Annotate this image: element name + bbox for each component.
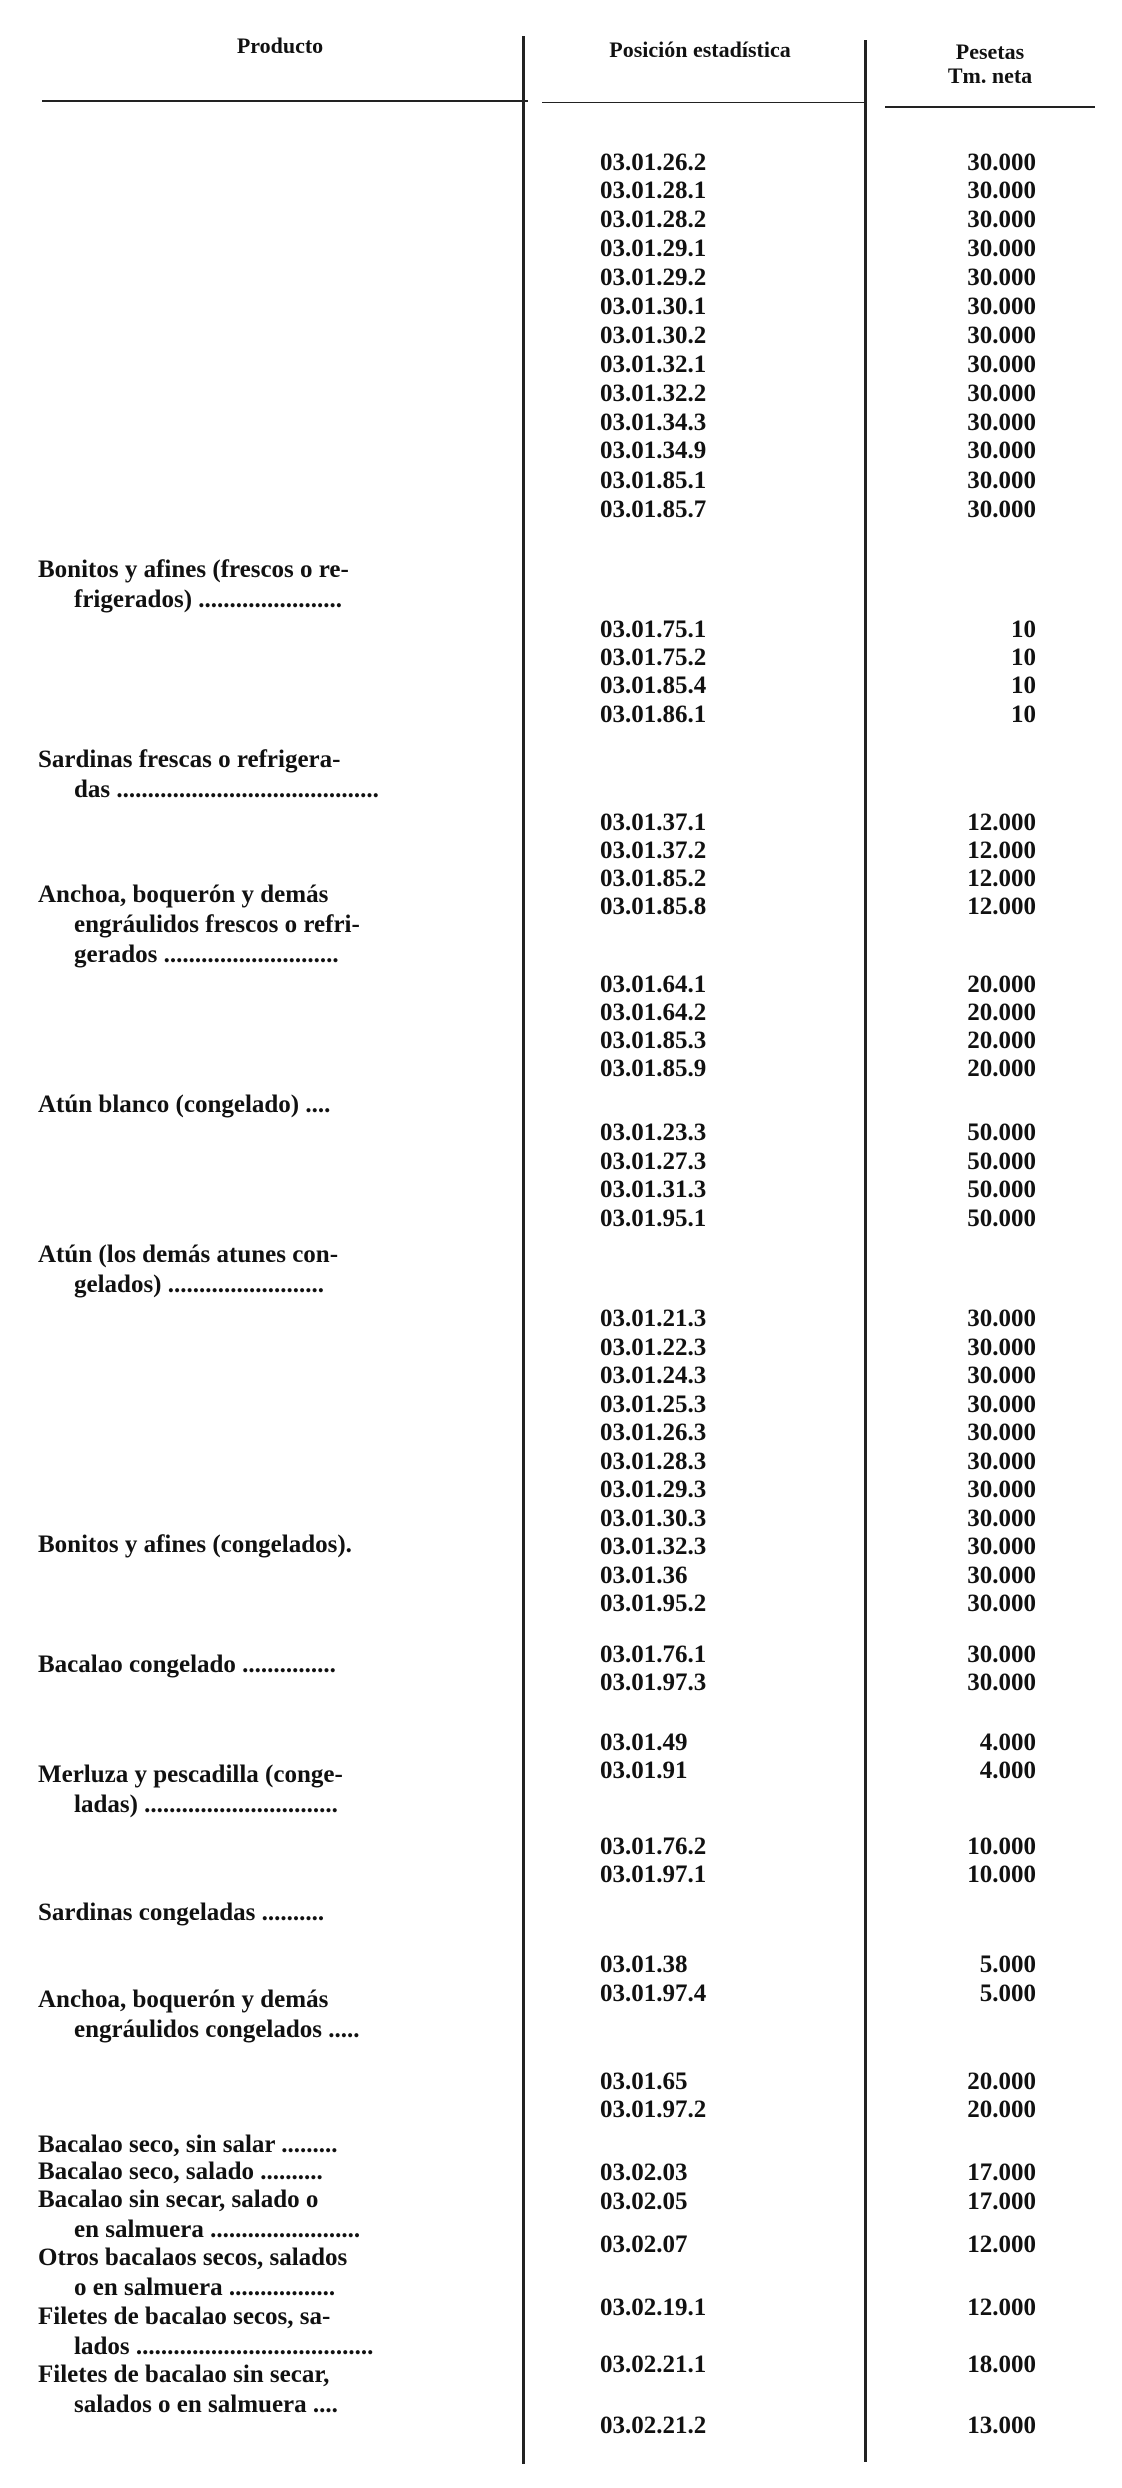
statistical-position-code: 03.01.65 (600, 2068, 688, 2095)
pesetas-value: 30.000 (967, 1362, 1036, 1389)
pesetas-value: 10 (1011, 644, 1036, 671)
pesetas-value: 50.000 (967, 1119, 1036, 1146)
product-label (38, 2157, 514, 2187)
statistical-position-code: 03.01.91 (600, 1757, 688, 1784)
product-label (38, 555, 514, 615)
pesetas-value: 30.000 (967, 1505, 1036, 1532)
statistical-position-code: 03.01.22.3 (600, 1334, 707, 1361)
pesetas-value: 30.000 (967, 1590, 1036, 1617)
product-label-line: Sardinas frescas o refrigera- (38, 746, 341, 773)
product-label-line: Bacalao seco, sin salar ......... (38, 2131, 338, 2158)
pesetas-value: 12.000 (967, 2231, 1036, 2258)
pesetas-value: 30.000 (967, 496, 1036, 523)
statistical-position-code: 03.01.95.1 (600, 1205, 707, 1232)
product-label (38, 2130, 514, 2160)
product-label (38, 2302, 514, 2362)
statistical-position-code: 03.01.29.1 (600, 235, 707, 262)
product-label (38, 1090, 514, 1120)
statistical-position-code: 03.01.30.3 (600, 1505, 707, 1532)
pesetas-value: 17.000 (967, 2159, 1036, 2186)
header-pesetas-line1: Pesetas (955, 39, 1025, 64)
pesetas-value: 30.000 (967, 380, 1036, 407)
product-label-line: Anchoa, boquerón y demás (38, 1986, 329, 2013)
statistical-position-code: 03.01.49 (600, 1729, 688, 1756)
statistical-position-code: 03.01.76.1 (600, 1641, 707, 1668)
product-label-line: Atún blanco (congelado) .... (38, 1091, 331, 1118)
statistical-position-code: 03.01.34.9 (600, 437, 707, 464)
pesetas-value: 20.000 (967, 971, 1036, 998)
statistical-position-code: 03.01.64.1 (600, 971, 707, 998)
statistical-position-code: 03.01.85.3 (600, 1027, 707, 1054)
statistical-position-code: 03.01.29.2 (600, 264, 707, 291)
product-label-line: Bacalao sin secar, salado o (38, 2186, 319, 2213)
product-label-line: Bacalao congelado ............... (38, 1651, 336, 1678)
pesetas-value: 4.000 (979, 1757, 1036, 1784)
product-label-line: das .......................................... (74, 776, 379, 803)
statistical-position-code: 03.01.30.2 (600, 322, 707, 349)
product-label-line: o en salmuera ................. (74, 2274, 336, 2301)
statistical-position-code: 03.01.97.2 (600, 2096, 707, 2123)
statistical-position-code: 03.01.24.3 (600, 1362, 707, 1389)
pesetas-value: 30.000 (967, 264, 1036, 291)
statistical-position-code: 03.01.97.1 (600, 1861, 707, 1888)
pesetas-value: 17.000 (967, 2188, 1036, 2215)
product-label-line: Bonitos y afines (congelados). (38, 1531, 352, 1558)
pesetas-value: 20.000 (967, 999, 1036, 1026)
statistical-position-code: 03.01.85.4 (600, 672, 707, 699)
pesetas-value: 10.000 (967, 1833, 1036, 1860)
product-label-line: Merluza y pescadilla (conge- (38, 1761, 343, 1788)
pesetas-value: 50.000 (967, 1176, 1036, 1203)
statistical-position-code: 03.01.85.8 (600, 893, 707, 920)
product-label (38, 1530, 514, 1560)
pesetas-value: 30.000 (967, 322, 1036, 349)
product-label (38, 2185, 514, 2245)
pesetas-value: 30.000 (967, 1305, 1036, 1332)
pesetas-value: 50.000 (967, 1205, 1036, 1232)
pesetas-value: 30.000 (967, 1476, 1036, 1503)
statistical-position-code: 03.01.85.2 (600, 865, 707, 892)
header-rule-producto (42, 100, 528, 102)
statistical-position-code: 03.01.27.3 (600, 1148, 707, 1175)
product-label-line: ladas) ............................... (74, 1791, 338, 1818)
statistical-position-code: 03.01.85.9 (600, 1055, 707, 1082)
pesetas-value: 5.000 (979, 1951, 1036, 1978)
product-label (38, 1898, 514, 1928)
pesetas-value: 12.000 (967, 893, 1036, 920)
product-label (38, 880, 514, 970)
statistical-position-code: 03.01.23.3 (600, 1119, 707, 1146)
statistical-position-code: 03.01.97.3 (600, 1669, 707, 1696)
product-label-line: Sardinas congeladas .......... (38, 1899, 325, 1926)
statistical-position-code: 03.01.95.2 (600, 1590, 707, 1617)
pesetas-value: 30.000 (967, 1391, 1036, 1418)
statistical-position-code: 03.01.37.1 (600, 809, 707, 836)
statistical-position-code: 03.01.21.3 (600, 1305, 707, 1332)
product-label-line: gelados) ......................... (74, 1271, 324, 1298)
pesetas-value: 18.000 (967, 2351, 1036, 2378)
product-label-line: Bacalao seco, salado .......... (38, 2158, 323, 2185)
product-label (38, 1760, 514, 1820)
product-label-line: Bonitos y afines (frescos o re- (38, 556, 349, 583)
statistical-position-code: 03.01.75.1 (600, 616, 707, 643)
pesetas-value: 30.000 (967, 177, 1036, 204)
pesetas-value: 13.000 (967, 2412, 1036, 2439)
product-label-line: Anchoa, boquerón y demás (38, 881, 329, 908)
header-producto: Producto (236, 33, 324, 58)
pesetas-value: 10 (1011, 701, 1036, 728)
header-posicion: Posición estadística (609, 37, 791, 62)
statistical-position-code: 03.02.05 (600, 2188, 688, 2215)
statistical-position-code: 03.02.07 (600, 2231, 688, 2258)
product-label-line: lados ...................................... (74, 2333, 374, 2360)
statistical-position-code: 03.01.30.1 (600, 293, 707, 320)
statistical-position-code: 03.01.32.3 (600, 1533, 707, 1560)
product-label-line: Filetes de bacalao secos, sa- (38, 2303, 331, 2330)
statistical-position-code: 03.01.26.3 (600, 1419, 707, 1446)
pesetas-value: 30.000 (967, 437, 1036, 464)
pesetas-value: 50.000 (967, 1148, 1036, 1175)
product-label-line: gerados ............................ (74, 941, 339, 968)
statistical-position-code: 03.01.36 (600, 1562, 688, 1589)
pesetas-value: 30.000 (967, 1448, 1036, 1475)
pesetas-value: 20.000 (967, 2096, 1036, 2123)
pesetas-value: 10.000 (967, 1861, 1036, 1888)
pesetas-value: 20.000 (967, 2068, 1036, 2095)
header-rule-posicion (542, 102, 864, 103)
product-label (38, 1240, 514, 1300)
pesetas-value: 30.000 (967, 1533, 1036, 1560)
pesetas-value: 30.000 (967, 1562, 1036, 1589)
header-pesetas (880, 40, 1100, 88)
statistical-position-code: 03.01.29.3 (600, 1476, 707, 1503)
pesetas-value: 30.000 (967, 1669, 1036, 1696)
column-divider-1 (522, 36, 525, 2464)
statistical-position-code: 03.01.32.1 (600, 351, 707, 378)
pesetas-value: 5.000 (979, 1980, 1036, 2007)
product-label-line: salados o en salmuera .... (74, 2391, 338, 2418)
product-label (38, 1985, 514, 2045)
statistical-position-code: 03.01.31.3 (600, 1176, 707, 1203)
pesetas-value: 30.000 (967, 149, 1036, 176)
statistical-position-code: 03.01.28.3 (600, 1448, 707, 1475)
pesetas-value: 10 (1011, 672, 1036, 699)
statistical-position-code: 03.01.76.2 (600, 1833, 707, 1860)
product-label-line: Filetes de bacalao sin secar, (38, 2361, 330, 2388)
pesetas-value: 12.000 (967, 837, 1036, 864)
pesetas-value: 30.000 (967, 1641, 1036, 1668)
product-label-line: en salmuera ........................ (74, 2216, 361, 2243)
pesetas-value: 30.000 (967, 467, 1036, 494)
statistical-position-code: 03.01.37.2 (600, 837, 707, 864)
product-label (38, 745, 514, 805)
pesetas-value: 12.000 (967, 2294, 1036, 2321)
statistical-position-code: 03.01.64.2 (600, 999, 707, 1026)
pesetas-value: 20.000 (967, 1027, 1036, 1054)
statistical-position-code: 03.01.28.2 (600, 206, 707, 233)
statistical-position-code: 03.01.34.3 (600, 409, 707, 436)
product-label (38, 2243, 514, 2303)
pesetas-value: 4.000 (979, 1729, 1036, 1756)
statistical-position-code: 03.01.32.2 (600, 380, 707, 407)
statistical-position-code: 03.01.86.1 (600, 701, 707, 728)
product-label (38, 2360, 514, 2420)
statistical-position-code: 03.01.97.4 (600, 1980, 707, 2007)
statistical-position-code: 03.01.28.1 (600, 177, 707, 204)
pesetas-value: 12.000 (967, 809, 1036, 836)
pesetas-value: 30.000 (967, 1419, 1036, 1446)
pesetas-value: 10 (1011, 616, 1036, 643)
column-divider-2 (864, 40, 867, 2462)
header-rule-pesetas (885, 106, 1095, 108)
pesetas-value: 30.000 (967, 293, 1036, 320)
product-label-line: frigerados) ....................... (74, 586, 343, 613)
statistical-position-code: 03.01.26.2 (600, 149, 707, 176)
statistical-position-code: 03.01.85.7 (600, 496, 707, 523)
pesetas-value: 30.000 (967, 206, 1036, 233)
header-pesetas-line2: Tm. neta (947, 63, 1033, 88)
pesetas-value: 30.000 (967, 235, 1036, 262)
statistical-position-code: 03.02.21.1 (600, 2351, 707, 2378)
pesetas-value: 30.000 (967, 351, 1036, 378)
pesetas-value: 20.000 (967, 1055, 1036, 1082)
statistical-position-code: 03.01.85.1 (600, 467, 707, 494)
statistical-position-code: 03.02.03 (600, 2159, 688, 2186)
statistical-position-code: 03.01.38 (600, 1951, 688, 1978)
statistical-position-code: 03.02.19.1 (600, 2294, 707, 2321)
pesetas-value: 12.000 (967, 865, 1036, 892)
product-label-line: Otros bacalaos secos, salados (38, 2244, 348, 2271)
statistical-position-code: 03.02.21.2 (600, 2412, 707, 2439)
statistical-position-code: 03.01.25.3 (600, 1391, 707, 1418)
product-label-line: engráulidos congelados ..... (74, 2016, 360, 2043)
product-label-line: engráulidos frescos o refri- (74, 911, 360, 938)
pesetas-value: 30.000 (967, 1334, 1036, 1361)
pesetas-value: 30.000 (967, 409, 1036, 436)
statistical-position-code: 03.01.75.2 (600, 644, 707, 671)
product-label-line: Atún (los demás atunes con- (38, 1241, 339, 1268)
product-label (38, 1650, 514, 1680)
